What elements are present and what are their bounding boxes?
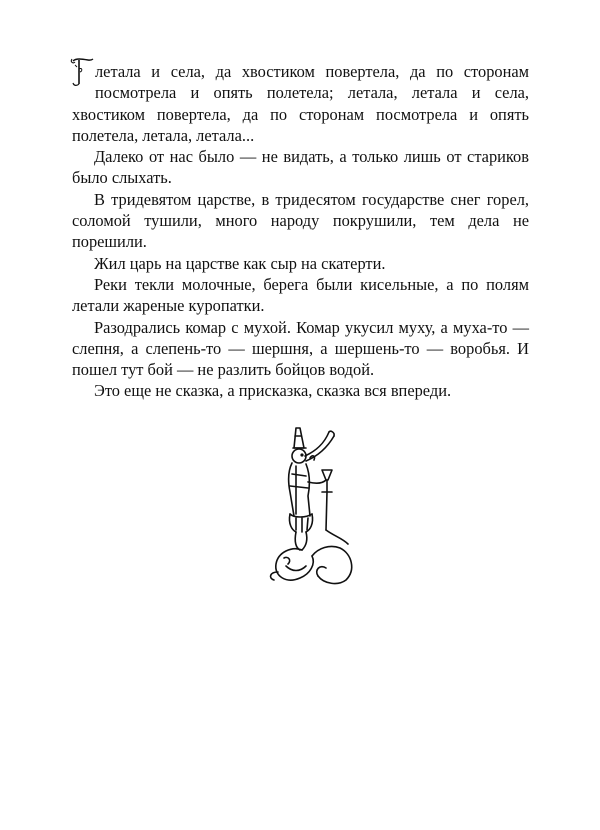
paragraph-2: Далеко от нас было — не видать, а только лишь от стариков было слыхать.: [72, 147, 529, 188]
ornamental-initial-icon: [70, 57, 94, 87]
jester-with-horn-illustration-icon: [266, 426, 362, 586]
text-body: [72, 61, 529, 402]
paragraph-4: Жил царь на царстве как сыр на скатерти.: [94, 253, 386, 273]
paragraph-7: Это еще не сказка, а присказка, сказка вся впереди.: [94, 381, 452, 401]
paragraph-6: Разодрались комар с мухой. Комар укусил муху, а муха-то — слепня, а слепень-то — шершня, а шершень-то — воробья. И пошел тут бой — не разлить бойцов водой.: [72, 317, 529, 380]
paragraph-3: В тридевятом царстве, в тридесятом государстве снег горел, соломой тушили, много народу покрушили, тем дела не порешили.: [72, 189, 529, 252]
paragraph-5: Реки текли молочные, берега были кисельные, а по полям летали жареные куропатки.: [72, 274, 529, 316]
paragraph-1-text: летала и села, да хвостиком повертела, да по сторонам посмотрела и опять полетела; летала, летала и села, хвостиком повертела, да по сторонам посмотрела и опять полетела, летала, летала...: [72, 62, 529, 145]
paragraph-1: [72, 61, 529, 146]
